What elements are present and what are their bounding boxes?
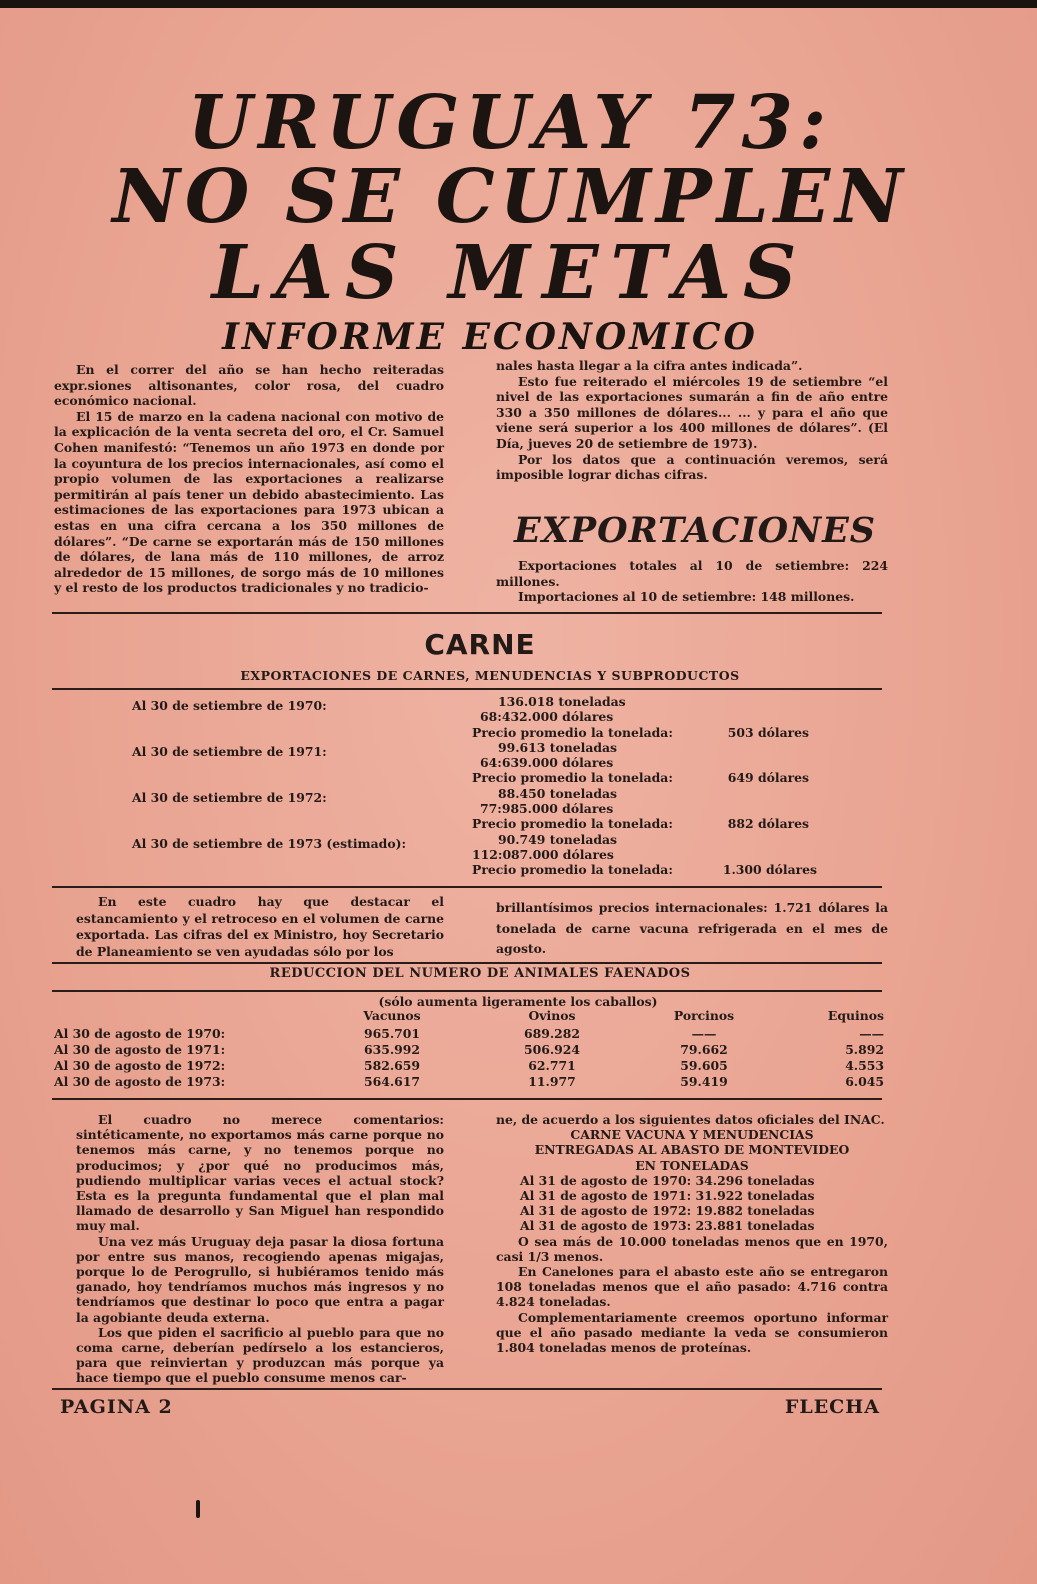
page-number: PAGINA 2 bbox=[60, 1396, 173, 1418]
closing-left-paragraph: Los que piden el sacrificio al pueblo para que no coma carne, deberían pedírselo a los estancieros, para que reinviertan y produzcan más porque ya hace tiempo que el pueblo consume menos car- bbox=[76, 1324, 444, 1386]
exportaciones-totales: Exportaciones totales al 10 de setiembre: 224 millones. bbox=[496, 558, 888, 589]
divider bbox=[52, 962, 882, 964]
headline-line-2: NO SE CUMPLEN bbox=[112, 154, 908, 240]
row-label: Al 30 de agosto de 1970: bbox=[54, 1026, 226, 1041]
cell-vacunos: 965.701 bbox=[363, 1026, 421, 1041]
carne-comment-right-text: brillantísimos precios internacionales: 1.721 dólares la tonelada de carne vacuna refrigerada en el mes de agosto. bbox=[496, 900, 888, 956]
closing-right-paragraph: En Canelones para el abasto este año se entregaron 108 toneladas menos que el año pasado: 4.716 contra 4.824 toneladas. bbox=[496, 1264, 888, 1310]
divider bbox=[52, 688, 882, 690]
cell-ovinos: 11.977 bbox=[528, 1074, 576, 1089]
table-row bbox=[54, 1058, 886, 1073]
row-label: Al 30 de agosto de 1973: bbox=[54, 1074, 226, 1089]
ink-mark bbox=[196, 1500, 200, 1518]
carne-values bbox=[472, 694, 817, 878]
closing-right-subtitle: EN TONELADAS bbox=[635, 1157, 749, 1173]
cell-equinos: 5.892 bbox=[845, 1042, 884, 1057]
carne-period-label: Al 30 de setiembre de 1972: bbox=[132, 790, 327, 805]
carne-price: 882 dólares bbox=[727, 816, 809, 832]
reduccion-note: (sólo aumenta ligeramente los caballos) bbox=[378, 994, 658, 1009]
carne-price-row bbox=[472, 725, 817, 740]
divider bbox=[52, 990, 882, 992]
header-porcinos: Porcinos bbox=[673, 1008, 735, 1023]
closing-right-column bbox=[496, 1112, 888, 1355]
closing-right-paragraph: O sea más de 10.000 toneladas menos que en 1970, casi 1/3 menos. bbox=[496, 1233, 888, 1264]
cell-equinos: 6.045 bbox=[845, 1074, 884, 1089]
table-row bbox=[54, 1026, 886, 1041]
headline-line-1: URUGUAY 73: bbox=[187, 80, 833, 166]
closing-right-paragraph: Complementariamente creemos oportuno informar que el año pasado mediante la veda se consumieron 1.804 toneladas menos de proteínas. bbox=[496, 1309, 888, 1356]
intro-left-column bbox=[54, 362, 444, 596]
carne-title: CARNE bbox=[424, 628, 536, 661]
carne-tons: 88.450 toneladas bbox=[498, 785, 618, 801]
carne-price: 503 dólares bbox=[727, 724, 809, 740]
carne-price-row bbox=[472, 862, 817, 877]
cell-porcinos: —— bbox=[691, 1026, 717, 1041]
intro-left-paragraph: En el correr del año se han hecho reiteradas expr.siones altisonantes, color rosa, del cuadro económico nacional. bbox=[54, 362, 444, 409]
reduccion-title: REDUCCION DEL NUMERO DE ANIMALES FAENADOS bbox=[269, 966, 691, 981]
carne-subtitle: EXPORTACIONES DE CARNES, MENUDENCIAS Y SUBPRODUCTOS bbox=[240, 668, 740, 683]
carne-period-label: Al 30 de setiembre de 1971: bbox=[132, 744, 327, 759]
row-label: Al 30 de agosto de 1971: bbox=[54, 1042, 226, 1057]
header-ovinos: Ovinos bbox=[528, 1008, 576, 1023]
cell-vacunos: 635.992 bbox=[363, 1042, 421, 1057]
abasto-list-item: Al 31 de agosto de 1972: 19.882 toneladas bbox=[520, 1203, 815, 1219]
abasto-list-item: Al 31 de agosto de 1973: 23.881 toneladas bbox=[520, 1218, 815, 1234]
importaciones-totales: Importaciones al 10 de setiembre: 148 millones. bbox=[518, 589, 855, 605]
table-row bbox=[54, 1074, 886, 1089]
cell-equinos: —— bbox=[859, 1026, 884, 1041]
carne-tons: 90.749 toneladas bbox=[498, 831, 618, 847]
cell-equinos: 4.553 bbox=[845, 1058, 884, 1073]
carne-price-row bbox=[472, 770, 817, 785]
carne-period-label: Al 30 de setiembre de 1973 (estimado): bbox=[132, 836, 407, 851]
carne-price-label: Precio promedio la tonelada: bbox=[472, 724, 673, 740]
carne-dollars: 68:432.000 dólares bbox=[480, 709, 614, 725]
carne-dollars: 64:639.000 dólares bbox=[480, 755, 614, 771]
intro-right-column bbox=[496, 358, 888, 483]
divider bbox=[52, 612, 882, 614]
closing-right-intro: ne, de acuerdo a los siguientes datos oficiales del INAC. bbox=[496, 1112, 885, 1127]
closing-left-column bbox=[76, 1112, 444, 1386]
divider bbox=[52, 1388, 882, 1390]
closing-right-subtitle: ENTREGADAS AL ABASTO DE MONTEVIDEO bbox=[534, 1142, 850, 1158]
intro-right-paragraph: Esto fue reiterado el miércoles 19 de setiembre “el nivel de las exportaciones sumarán a fin de año entre 330 a 350 millones de dólares... ... y para el año que viene será superior a los 400 millones de dólares”. (El Día, jueves 20 de setiembre de 1973). bbox=[496, 373, 888, 451]
carne-price-row bbox=[472, 816, 817, 831]
carne-dollars: 77:985.000 dólares bbox=[480, 801, 614, 817]
cell-ovinos: 506.924 bbox=[523, 1042, 581, 1057]
carne-dollars: 112:087.000 dólares bbox=[472, 846, 614, 862]
carne-comment-right bbox=[496, 898, 888, 960]
cell-ovinos: 689.282 bbox=[523, 1026, 581, 1041]
carne-period-label: Al 30 de setiembre de 1970: bbox=[132, 698, 327, 713]
publication-name: FLECHA bbox=[784, 1396, 880, 1418]
cell-vacunos: 564.617 bbox=[363, 1074, 421, 1089]
divider bbox=[52, 886, 882, 888]
carne-price: 649 dólares bbox=[727, 770, 809, 786]
intro-right-paragraph: Por los datos que a continuación veremos, será imposible lograr dichas cifras. bbox=[496, 451, 888, 483]
top-border bbox=[0, 0, 1037, 8]
carne-comment-left bbox=[76, 894, 444, 960]
exportaciones-title: EXPORTACIONES bbox=[513, 510, 877, 551]
carne-price-label: Precio promedio la tonelada: bbox=[472, 816, 673, 832]
headline-line-3: LAS METAS bbox=[211, 230, 809, 316]
cell-vacunos: 582.659 bbox=[363, 1058, 421, 1073]
table-row bbox=[54, 1042, 886, 1057]
carne-tons: 99.613 toneladas bbox=[498, 739, 618, 755]
cell-porcinos: 59.605 bbox=[680, 1058, 728, 1073]
intro-right-paragraph: nales hasta llegar a la cifra antes indicada”. bbox=[496, 358, 803, 373]
carne-price: 1.300 dólares bbox=[722, 862, 817, 878]
closing-left-paragraph: El cuadro no merece comentarios: sintéticamente, no exportamos más carne porque no tenemos más carne, y no tenemos porque no producimos; y ¿por qué no producimos más, pudiendo multiplicar varias veces el actual stock? Esta es la pregunta fundamental que el plan mal llamado de desarrollo y San Miguel han respondido muy mal. bbox=[76, 1112, 444, 1234]
carne-tons: 136.018 toneladas bbox=[498, 694, 626, 709]
cell-ovinos: 62.771 bbox=[528, 1058, 576, 1073]
intro-left-paragraph: El 15 de marzo en la cadena nacional con motivo de la explicación de la venta secreta del oro, el Cr. Samuel Cohen manifestó: “Tenemos un año 1973 en donde por la coyuntura de los precios internacionales, así como el propio volumen de las exportaciones a realizarse permitirán al país tener un debido abastecimiento. Las estimaciones de las exportaciones para 1973 ubican a estas en una cifra cercana a los 350 millones de dólares”. “De carne se exportarán más de 150 millones de dólares, de lana más de 110 millones, de arroz alrededor de 15 millones, de sorgo más de 10 millones y el resto de los productos tradicionales y no tradicio- bbox=[54, 408, 444, 596]
carne-price-label: Precio promedio la tonelada: bbox=[472, 770, 673, 786]
abasto-list-item: Al 31 de agosto de 1971: 31.922 toneladas bbox=[520, 1188, 815, 1204]
cell-porcinos: 59.419 bbox=[680, 1074, 728, 1089]
cell-porcinos: 79.662 bbox=[680, 1042, 728, 1057]
carne-comment-left-text: En este cuadro hay que destacar el estancamiento y el retroceso en el volumen de carne exportada. Las cifras del ex Ministro, hoy Secretario de Planeamiento se ven ayudadas sólo por los bbox=[76, 894, 444, 959]
closing-left-paragraph: Una vez más Uruguay deja pasar la diosa fortuna por entre sus manos, recogiendo apenas migajas, porque lo de Perogrullo, si hubiéramos tenido más ganado, hoy tendríamos muchos más ingresos y no tendríamos que destinar lo poco que entra a pagar la agobiante deuda externa. bbox=[76, 1233, 444, 1325]
carne-price-label: Precio promedio la tonelada: bbox=[472, 862, 673, 878]
section-title: INFORME ECONOMICO bbox=[222, 316, 758, 358]
abasto-list-item: Al 31 de agosto de 1970: 34.296 toneladas bbox=[520, 1172, 815, 1188]
exportaciones-block bbox=[496, 558, 888, 605]
closing-right-subtitle: CARNE VACUNA Y MENUDENCIAS bbox=[570, 1127, 814, 1143]
header-equinos: Equinos bbox=[827, 1008, 884, 1023]
row-label: Al 30 de agosto de 1972: bbox=[54, 1058, 226, 1073]
divider bbox=[52, 1098, 882, 1100]
header-vacunos: Vacunos bbox=[363, 1008, 421, 1023]
